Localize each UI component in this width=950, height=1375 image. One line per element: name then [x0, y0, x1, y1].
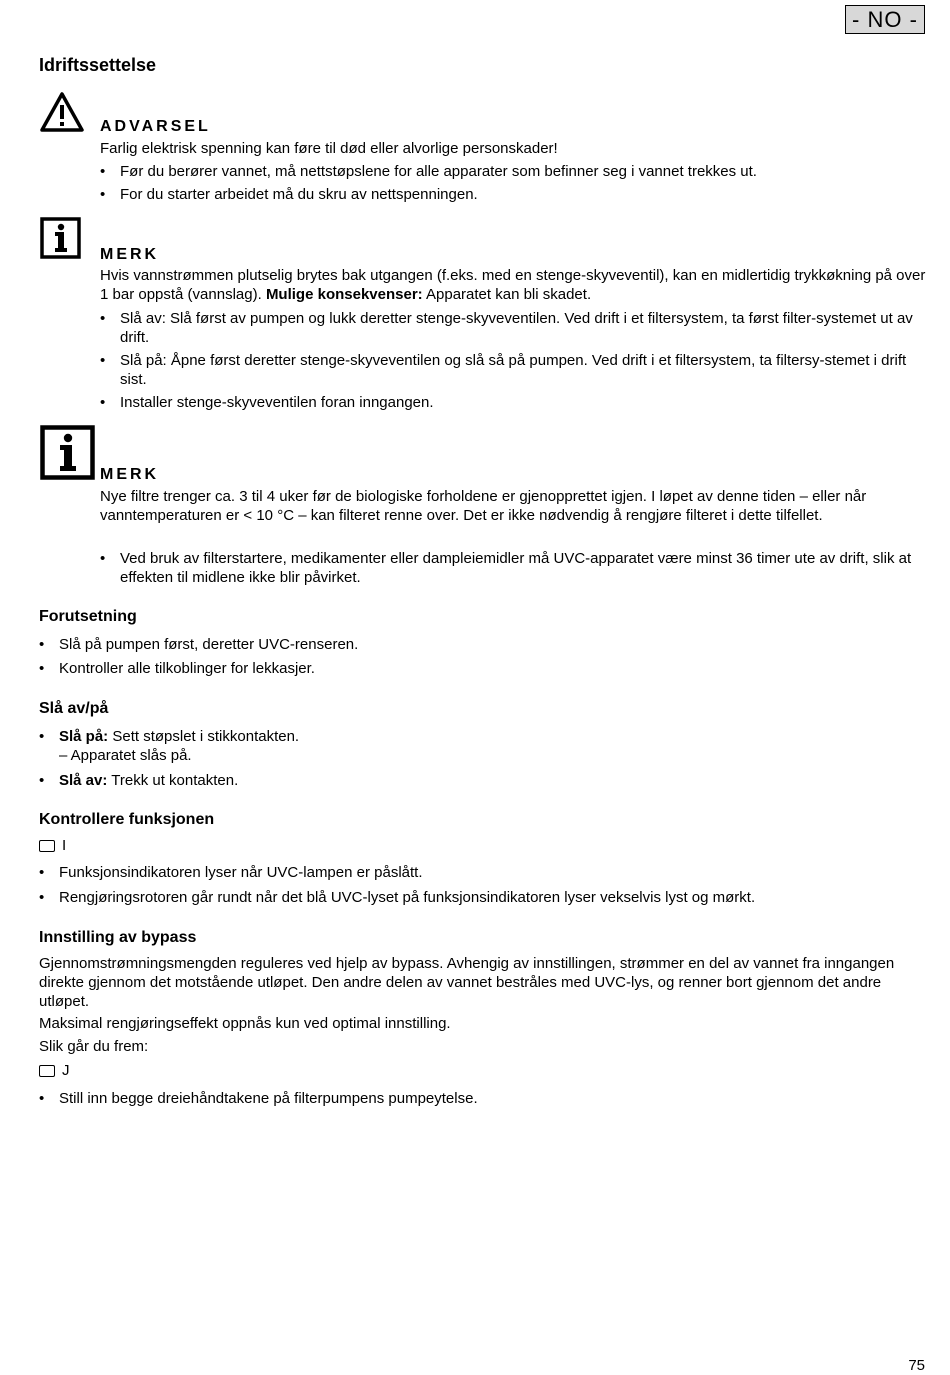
list-item: • Funksjonsindikatoren lyser når UVC-lampen er påslått. [39, 864, 423, 881]
list-item: • Kontroller alle tilkoblinger for lekkasjer. [39, 660, 315, 677]
warning-label: ADVARSEL [100, 118, 211, 135]
page-title: Idriftssettelse [39, 55, 157, 75]
section-heading: Innstilling av bypass [39, 929, 197, 946]
figure-icon [39, 1065, 55, 1077]
section-heading: Forutsetning [39, 608, 137, 625]
section-heading: Kontrollere funksjonen [39, 811, 215, 828]
list-item: • Slå på: Åpne først deretter stenge-skyveventilen og slå så på pumpen. Ved drift i et filtersystem, ta filtersy-stemet i drift sist. [100, 352, 907, 388]
paragraph: Gjennomstrømningsmengden reguleres ved hjelp av bypass. Avhengig av innstillingen, strømmer en del av vannet fra inngangen direkte gjennom det motstående utløpet. Den andre delen av vannet bestråles med UVC-lys, og renner bort gjennom det andre utløpet. [39, 955, 895, 1010]
list-item: • Still inn begge dreiehåndtakene på filterpumpens pumpeytelse. [39, 1090, 478, 1107]
list-item: • Installer stenge-skyveventilen foran inngangen. [100, 394, 434, 411]
list-item: • Før du berører vannet, må nettstøpslene for alle apparater som befinner seg i vannet trekkes ut. [100, 163, 757, 180]
note-label: MERK [100, 466, 160, 483]
info-icon [40, 425, 95, 480]
note-text: Hvis vannstrømmen plutselig brytes bak utgangen (f.eks. med en stenge-skyveventil), kan en midlertidig trykkøkning på over 1 bar oppstå (vannslag). Mulige konsekvenser: Apparatet kan bli skadet. [100, 267, 926, 303]
section-heading: Slå av/på [39, 700, 109, 717]
note-text: Nye filtre trenger ca. 3 til 4 uker før de biologiske forholdene er gjenopprettet igjen. I løpet av denne tiden – eller når vanntemperaturen er < 10 °C – kan filteret renne over. Det er ikke nødvendig å rengjøre filteret i dette tilfellet. [100, 488, 867, 524]
list-item: • Slå på pumpen først, deretter UVC-renseren. [39, 636, 359, 653]
figure-icon [39, 840, 55, 852]
list-item: • Slå av: Slå først av pumpen og lukk deretter stenge-skyveventilen. Ved drift i et filtersystem, ta først filter-systemet ut av drift. [100, 310, 913, 346]
paragraph: Maksimal rengjøringseffekt oppnås kun ved optimal innstilling. [39, 1015, 451, 1032]
list-item: • Ved bruk av filterstartere, medikamenter eller dampleiemidler må UVC-apparatet være minst 36 timer ute av drift, slik at effekten til midlene ikke blir påvirket. [100, 550, 912, 586]
info-icon [40, 217, 81, 259]
list-item: • Rengjøringsrotoren går rundt når det blå UVC-lyset på funksjonsindikatoren lyser vekselvis lyst og mørkt. [39, 889, 756, 906]
warning-triangle-icon [40, 92, 84, 132]
list-item: • Slå på: Sett støpslet i stikkontakten. [39, 728, 300, 745]
page-number: 75 [908, 1357, 925, 1374]
note-label: MERK [100, 246, 160, 263]
figure-reference: J [39, 1061, 70, 1080]
paragraph: Slik går du frem: [39, 1038, 149, 1055]
figure-reference: I [39, 836, 66, 855]
warning-text: Farlig elektrisk spenning kan føre til død eller alvorlige personskader! [100, 140, 558, 157]
list-item: • Slå av: Trekk ut kontakten. [39, 772, 239, 789]
list-item: • For du starter arbeidet må du skru av nettspenningen. [100, 186, 478, 203]
language-badge: - NO - [845, 5, 925, 34]
result-line: – Apparatet slås på. [59, 747, 192, 764]
